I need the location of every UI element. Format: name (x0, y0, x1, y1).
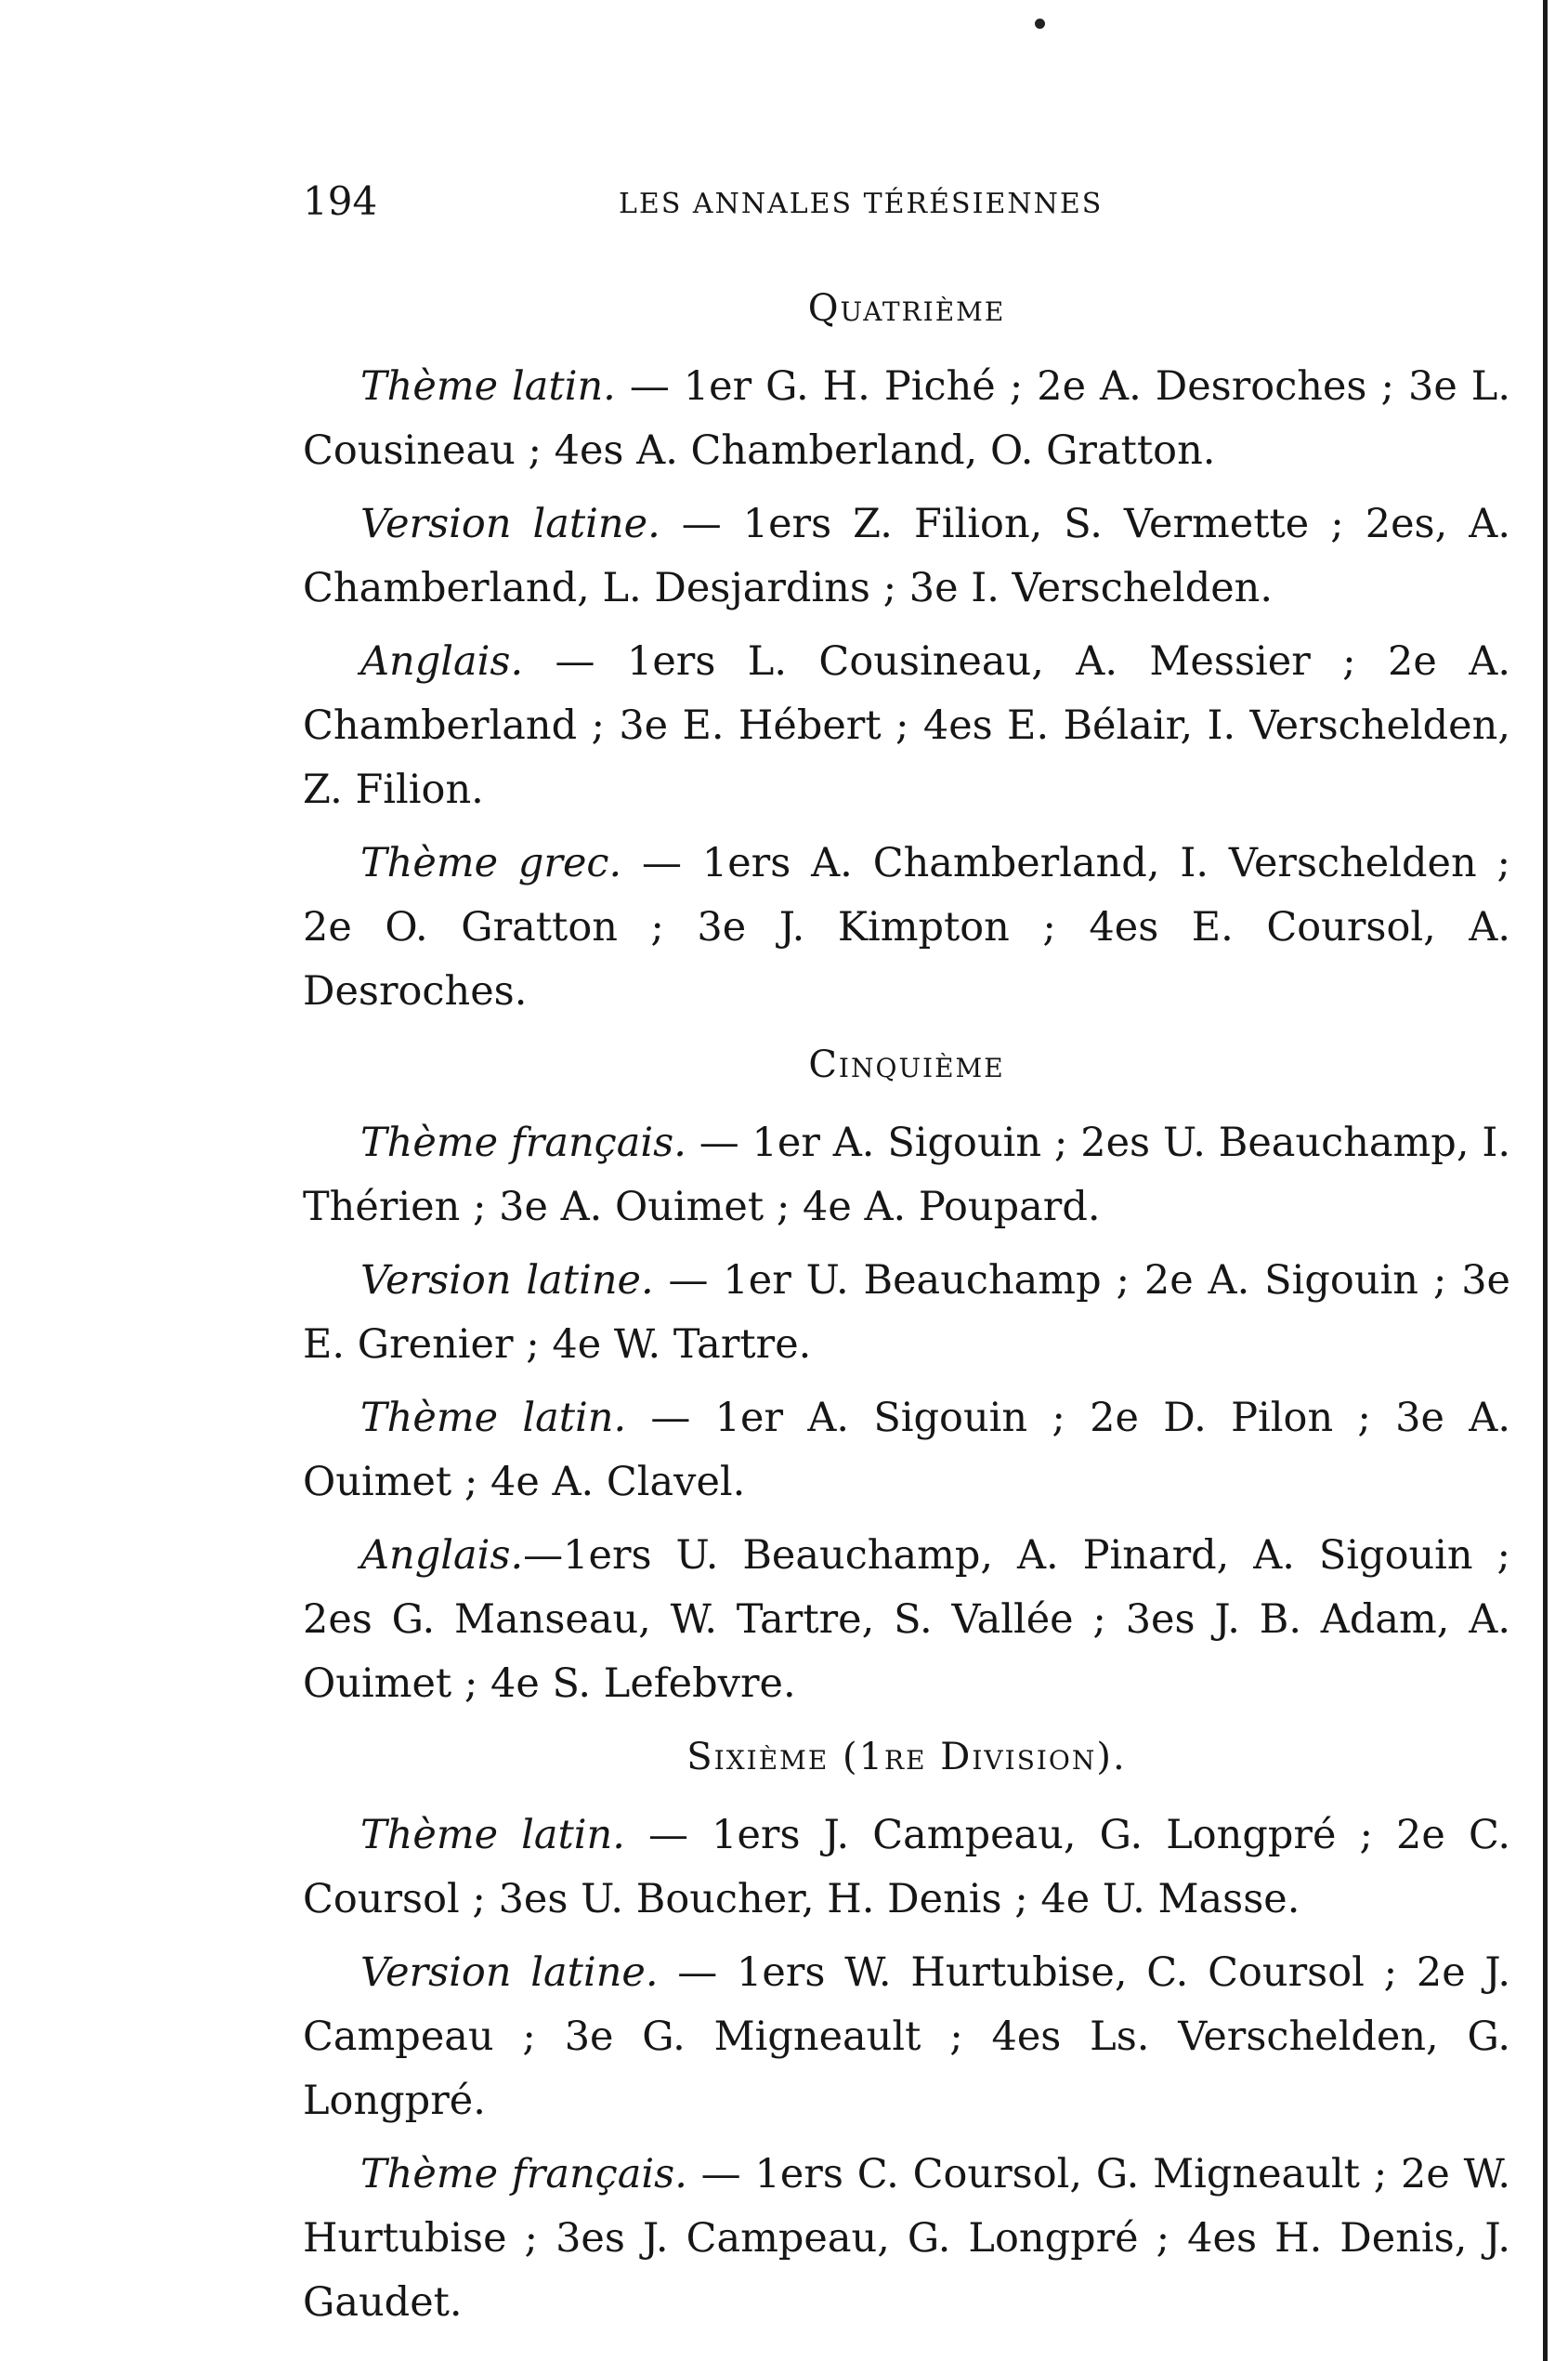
prize-entry (303, 1249, 1510, 1377)
section-heading: Quatrième (807, 287, 1006, 330)
entry-text: — 1er A. Sigouin ; 2e D. Pilon ; 3e A. Ouimet ; 4e A. Clavel. (303, 1395, 1510, 1505)
subject-label: Thème français. (360, 2151, 687, 2197)
prize-entry (303, 1941, 1510, 2133)
subject-label: Version latine. (360, 501, 660, 547)
subject-label: Thème français. (360, 1120, 686, 1166)
section-heading: Sixième (1re Division). (686, 1736, 1127, 1778)
prize-entry (303, 492, 1510, 621)
prize-entry (303, 1111, 1510, 1240)
entry-text: — 1ers Z. Filion, S. Vermette ; 2es, A. Chamberland, L. Desjardins ; 3e I. Verschelden. (303, 501, 1510, 611)
entry-text: — 1ers W. Hurtubise, C. Coursol ; 2e J. Campeau ; 3e G. Migneault ; 4es Ls. Verschelden, G. Longpré. (303, 1949, 1510, 2124)
entry-text: — 1er A. Sigouin ; 2es U. Beauchamp, I. Thérien ; 3e A. Ouimet ; 4e A. Poupard. (303, 1120, 1510, 1230)
prize-entry (303, 2143, 1510, 2335)
subject-label: Version latine. (360, 1949, 659, 1996)
entry-text: — 1ers L. Cousineau, A. Messier ; 2e A. Chamberland ; 3e E. Hébert ; 4es E. Bélair, I. Verschelden, Z. Filion. (303, 638, 1510, 813)
entry-text: — 1er G. H. Piché ; 2e A. Desroches ; 3e L. Cousineau ; 4es A. Chamberland, O. Gratton. (303, 363, 1510, 474)
section-quatrieme (303, 284, 1510, 1024)
page-edge-rule (1543, 0, 1548, 2361)
page-body (303, 268, 1510, 2344)
subject-label: Anglais. (360, 638, 524, 685)
page-number: 194 (303, 178, 378, 224)
entry-text: — 1er U. Beauchamp ; 2e A. Sigouin ; 3e E. Grenier ; 4e W. Tartre. (303, 1257, 1510, 1368)
running-head (303, 178, 1510, 234)
subject-label: Version latine. (360, 1257, 654, 1304)
subject-label: Thème grec. (360, 840, 622, 886)
prize-entry (303, 1386, 1510, 1515)
prize-entry (303, 1524, 1510, 1716)
subject-label: Thème latin. (360, 1812, 625, 1858)
prize-entry (303, 630, 1510, 822)
running-title: LES ANNALES TÉRÉSIENNES (619, 188, 1104, 220)
entry-text: — 1ers J. Campeau, G. Longpré ; 2e C. Coursol ; 3es U. Boucher, H. Denis ; 4e U. Masse. (303, 1812, 1510, 1922)
ink-speck (1035, 19, 1045, 29)
section-heading: Cinquième (808, 1043, 1005, 1086)
subject-label: Anglais. (360, 1532, 524, 1579)
section-cinquieme (303, 1041, 1510, 1716)
prize-entry (303, 1804, 1510, 1932)
entry-text: — 1ers A. Chamberland, I. Verschelden ; 2e O. Gratton ; 3e J. Kimpton ; 4es E. Coursol, A. Desroches. (303, 840, 1510, 1015)
subject-label: Thème latin. (360, 1395, 627, 1441)
section-sixieme (303, 1733, 1510, 2335)
subject-label: Thème latin. (360, 363, 616, 410)
prize-entry (303, 355, 1510, 483)
entry-text: —1ers U. Beauchamp, A. Pinard, A. Sigouin ; 2es G. Manseau, W. Tartre, S. Vallée ; 3es J. B. Adam, A. Ouimet ; 4e S. Lefebvre. (303, 1532, 1510, 1707)
entry-text: — 1ers C. Coursol, G. Migneault ; 2e W. Hurtubise ; 3es J. Campeau, G. Longpré ; 4es H. Denis, J. Gaudet. (303, 2151, 1510, 2326)
prize-entry (303, 832, 1510, 1024)
